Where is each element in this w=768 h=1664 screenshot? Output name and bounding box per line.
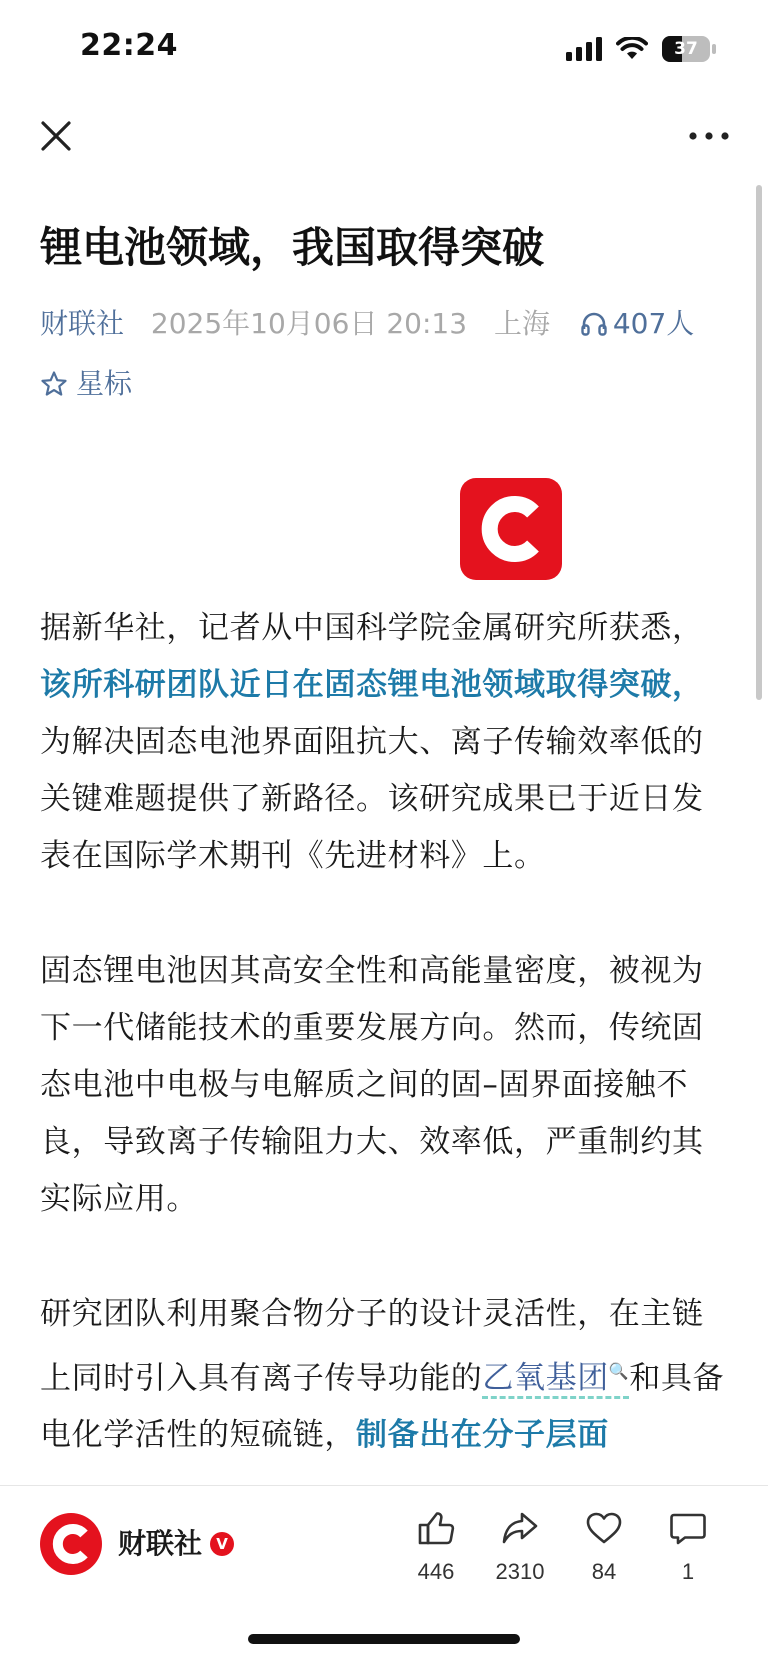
comment-count: 1 — [681, 1559, 695, 1584]
status-icons — [566, 36, 716, 62]
star-button[interactable] — [40, 362, 132, 406]
highlighted-text: 该所科研团队近日在固态锂电池领域取得突破， — [40, 667, 704, 703]
paragraph-text: 和具备电化学活性的短硫链， — [40, 1360, 725, 1454]
meta-location: 上海 — [493, 307, 550, 340]
paragraph-text: 为解决固态电池界面阻抗大、离子传输效率低的关键难题提供了新路径。该研究成果已于近日发表在国际学术期刊《先进材料》上。 — [40, 724, 704, 874]
share-icon — [500, 1508, 540, 1548]
star-label: 星标 — [76, 367, 133, 400]
meta-source-link[interactable]: 财联社 — [40, 307, 125, 340]
battery-level: 37 — [674, 39, 698, 59]
close-icon — [34, 114, 78, 158]
share-count: 2310 — [495, 1559, 545, 1584]
source-avatar[interactable] — [40, 1513, 102, 1575]
paragraph-text: 研究团队利用聚合物分子的设计灵活性，在主链上同时引入具有离子传导功能的 — [40, 1296, 704, 1397]
scrollbar[interactable] — [756, 185, 762, 700]
favorite-count: 84 — [591, 1559, 617, 1584]
bottom-source-name[interactable]: 财联社 — [118, 1527, 203, 1560]
article-meta — [40, 300, 730, 348]
article-title: 锂电池领域，我国取得突破 — [40, 223, 545, 272]
battery-icon — [662, 36, 716, 62]
meta-date: 2025年10月06日 20:13 — [150, 307, 468, 340]
favorite-button[interactable] — [564, 1508, 644, 1586]
like-button[interactable] — [396, 1508, 476, 1586]
thumbs-up-icon — [416, 1508, 456, 1548]
star-icon — [40, 370, 68, 398]
share-button[interactable] — [480, 1508, 560, 1586]
comment-icon — [668, 1508, 708, 1548]
status-time: 22:24 — [80, 28, 178, 63]
more-icon — [684, 114, 734, 158]
term-link-label: 乙氧基团 — [482, 1360, 609, 1397]
nav-bar — [0, 100, 768, 180]
verified-badge: V — [210, 1532, 234, 1556]
paragraph-text: 据新华社，记者从中国科学院金属研究所获悉， — [40, 610, 704, 646]
article-body — [40, 600, 730, 1522]
comment-button[interactable] — [648, 1508, 728, 1586]
cls-logo-image — [460, 478, 562, 580]
status-bar — [0, 0, 768, 100]
term-link[interactable] — [482, 1360, 629, 1399]
highlighted-text: 制备出在分子层面 — [356, 1417, 609, 1454]
headphone-icon — [581, 312, 607, 336]
listener-count: 407人 — [612, 307, 695, 340]
search-icon: 🔍 — [608, 1362, 630, 1381]
article-paragraph — [40, 600, 730, 885]
more-button[interactable] — [684, 114, 734, 158]
heart-icon — [584, 1508, 624, 1548]
like-count: 446 — [417, 1559, 455, 1584]
article-paragraph — [40, 943, 730, 1228]
signal-icon — [566, 37, 602, 61]
listen-button[interactable] — [581, 307, 694, 340]
article-paragraph — [40, 1286, 730, 1464]
home-indicator[interactable] — [248, 1634, 520, 1644]
paragraph-text: 固态锂电池因其高安全性和高能量密度，被视为下一代储能技术的重要发展方向。然而，传统固态电池中电极与电解质之间的固–固界面接触不良，导致离子传输阻力大、效率低，严重制约其实际应用。 — [40, 953, 704, 1217]
wifi-icon — [616, 37, 648, 61]
close-button[interactable] — [34, 114, 78, 158]
